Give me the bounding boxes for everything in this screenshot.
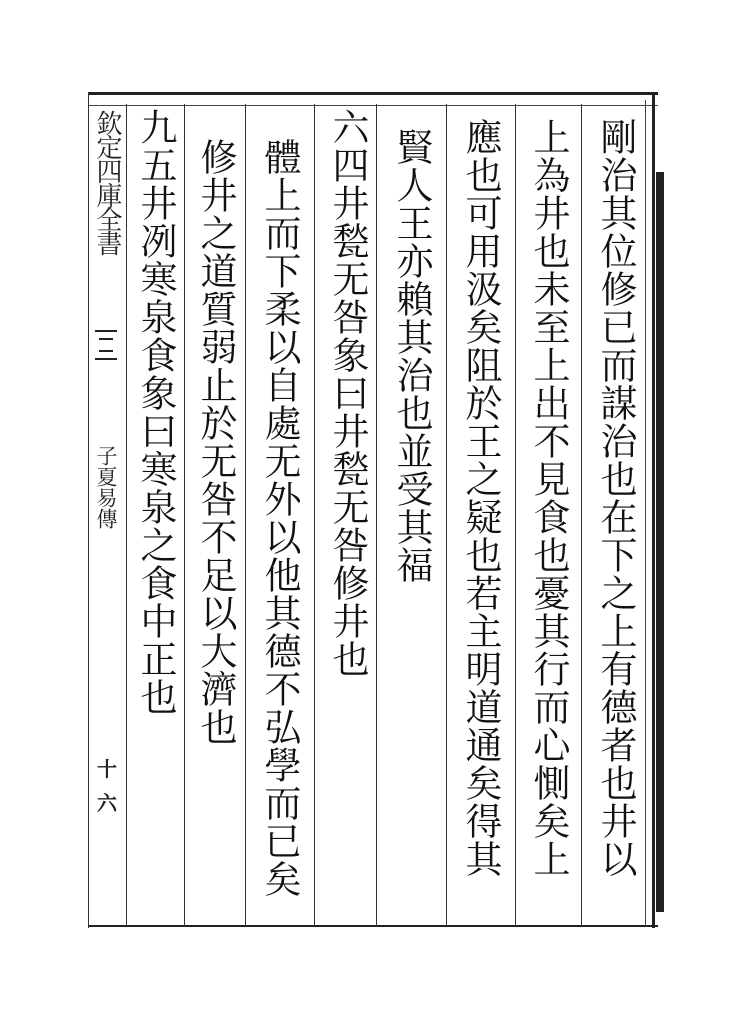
column-rule (184, 104, 185, 926)
frame-right-inner-border (645, 100, 646, 926)
frame-left-border (88, 92, 89, 928)
text-column-5: 六四井甃无咎象曰井甃无咎修井也 (326, 108, 369, 678)
frame-right-border (652, 92, 655, 928)
book-title: 子夏易傳 (94, 445, 118, 529)
text-column-8: 九五井冽寒泉食象曰寒泉之食中正也 (134, 108, 177, 716)
page-number: 十六 (97, 757, 117, 815)
page-edge-shadow (656, 172, 664, 912)
column-rule (126, 104, 127, 926)
frame-bottom-border (88, 925, 658, 927)
text-column-6: 體上而下柔以自處无外以他其德不弘學而已矣 (258, 138, 301, 898)
column-rule (376, 104, 377, 926)
text-column-1: 剛治其位修已而謀治也在下之上有德者也井以 (594, 118, 637, 878)
fish-tail-ornament (95, 330, 117, 360)
column-rule (515, 104, 516, 926)
column-rule (245, 104, 246, 926)
collection-title: 欽定四庫全書 (92, 110, 122, 254)
frame-top-border (88, 92, 658, 106)
text-column-3: 應也可用汲矣阻於王之疑也若主明道通矣得其 (459, 118, 502, 878)
column-rule (581, 104, 582, 926)
column-rule (446, 104, 447, 926)
text-column-4: 賢人王亦賴其治也並受其福 (390, 128, 433, 584)
text-column-2: 上為井也未至上出不見食也憂其行而心惻矣上 (527, 118, 570, 878)
text-column-7: 修井之道質弱止於无咎不足以大濟也 (194, 138, 237, 746)
column-rule (314, 104, 315, 926)
